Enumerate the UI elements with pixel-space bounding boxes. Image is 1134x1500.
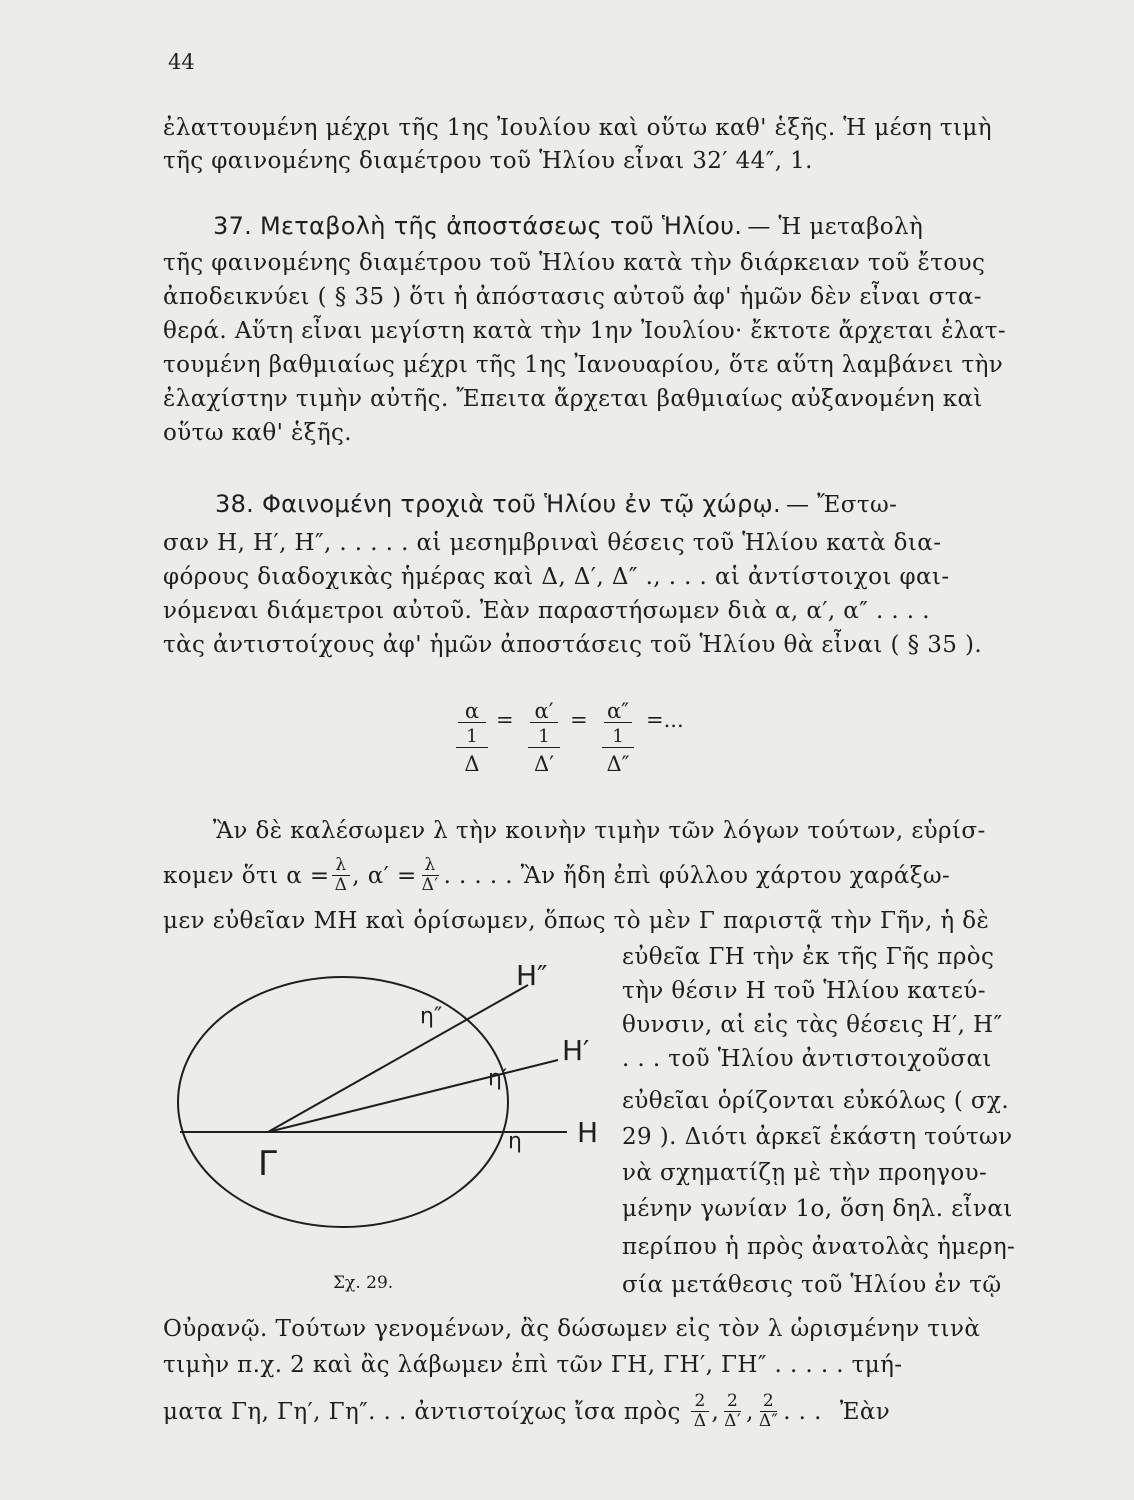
text-line: τῆς φαινομένης διαμέτρου τοῦ Ἡλίου κατὰ τὴν διάρκειαν τοῦ ἔτους — [163, 250, 986, 276]
two-over-delta-prime: $\frac{2}{\Delta'}$ — [724, 1391, 742, 1431]
text-line: Οὐρανῷ. Τούτων γενομένων, ἂς δώσωμεν εἰς τὸν λ ὡρισμένην τινὰ — [163, 1316, 981, 1342]
text-line: ἀποδεικνύει ( § 35 ) ὅτι ἡ ἀπόστασις αὐτοῦ ἀφ' ἡμῶν δὲν εἶναι στα- — [163, 284, 982, 310]
equals-sign: = — [496, 708, 514, 732]
equation-fraction: α 1 Δ — [456, 700, 488, 774]
text-line: τουμένη βαθμιαίως μέχρι τῆς 1ης Ἰανουαρίου, ὅτε αὕτη λαμβάνει τὴν — [163, 352, 1004, 378]
text-line: τὰς ἀντιστοίχους ἀφ' ἡμῶν ἀποστάσεις τοῦ Ἡλίου θὰ εἶναι ( § 35 ). — [163, 632, 983, 658]
section-37-heading-rest: — Ἡ μεταβολὴ — [747, 214, 924, 240]
text-line: θερά. Αὕτη εἶναι μεγίστη κατὰ τὴν 1ην Ἰουλίου· ἔκτοτε ἄρχεται ἐλατ- — [163, 318, 1007, 344]
text-line: τιμὴν π.χ. 2 καὶ ἂς λάβωμεν ἐπὶ τῶν ΓΗ, ΓΗ′, ΓΗ″ . . . . . τμή- — [163, 1352, 903, 1378]
section-38-heading: 38. Φαινομένη τροχιὰ τοῦ Ἡλίου ἐν τῷ χώρῳ. — [215, 490, 781, 518]
text-line: οὕτω καθ' ἑξῆς. — [163, 420, 352, 446]
equation-fraction: α′ 1 Δ′ — [528, 700, 560, 774]
text-line: φόρους διαδοχικὰς ἡμέρας καὶ Δ, Δ′, Δ″ ., . . . αἱ ἀντίστοιχοι φαι- — [163, 564, 950, 590]
text-line-with-fractions: κομεν ὅτι α = $\frac{\lambda}{\Delta}$ , α′ = $\frac{\lambda}{\Delta'}$ . . . . . Ἂν ἤδη ἐπὶ φύλλου χάρτου χαράξω- — [163, 855, 951, 895]
text-line: Ἂν δὲ καλέσωμεν λ τὴν κοινὴν τιμὴν τῶν λόγων τούτων, εὑρίσ- — [213, 818, 986, 844]
side-text-line: . . . τοῦ Ἡλίου ἀντιστοιχοῦσαι — [622, 1046, 992, 1072]
side-text-line: νὰ σχηματίζῃ μὲ τὴν προηγου- — [622, 1160, 988, 1186]
lambda-over-delta-prime: $\frac{\lambda}{\Delta'}$ — [421, 855, 439, 895]
figure-29-diagram — [170, 945, 620, 1275]
label-h2: η″ — [420, 1004, 443, 1029]
side-text-line: εὐθεῖα ΓΗ τὴν ἐκ τῆς Γῆς πρὸς — [622, 944, 995, 970]
two-over-delta-double-prime: $\frac{2}{\Delta''}$ — [758, 1391, 779, 1431]
text-line: σαν Η, Η′, Η″, . . . . . αἱ μεσημβριναὶ θέσεις τοῦ Ἡλίου κατὰ δια- — [163, 530, 942, 556]
section-37-heading: 37. Μεταβολὴ τῆς ἀποστάσεως τοῦ Ἡλίου. — [213, 212, 743, 240]
label-h: η — [508, 1129, 522, 1154]
figure-caption: Σχ. 29. — [333, 1273, 394, 1293]
text-line: ἐλαττουμένη μέχρι τῆς 1ης Ἰουλίου καὶ οὕτω καθ' ἑξῆς. Ἡ μέση τιμὴ — [163, 115, 992, 141]
text-line: νόμεναι διάμετροι αὐτοῦ. Ἐὰν παραστήσωμεν διὰ α, α′, α″ . . . . — [163, 598, 930, 624]
text-line: ἐλαχίστην τιμὴν αὐτῆς. Ἔπειτα ἄρχεται βαθμιαίως αὐξανομένη καὶ — [163, 386, 983, 412]
orbit-ellipse — [178, 977, 508, 1227]
text-line: τῆς φαινομένης διαμέτρου τοῦ Ἡλίου εἶναι 32′ 44″, 1. — [163, 148, 813, 174]
page-number: 44 — [168, 50, 195, 74]
side-text-line: σία μετάθεσις τοῦ Ἡλίου ἐν τῷ — [622, 1272, 1002, 1298]
side-text-line: θυνσιν, αἱ εἰς τὰς θέσεις Η′, Η″ — [622, 1012, 1003, 1038]
side-text-line: περίπου ἡ πρὸς ἀνατολὰς ἡμερη- — [622, 1234, 1016, 1260]
label-h1: η′ — [488, 1066, 507, 1091]
side-text-line: μένην γωνίαν 1ο, ὅση δηλ. εἶναι — [622, 1196, 1013, 1222]
label-H2: Η″ — [516, 959, 548, 992]
side-text-line: 29 ). Διότι ἀρκεῖ ἑκάστη τούτων — [622, 1124, 1013, 1150]
line-GH2 — [268, 985, 528, 1132]
line-GH1 — [268, 1060, 558, 1132]
equals-sign: = — [570, 708, 588, 732]
label-H1: Η′ — [562, 1034, 590, 1067]
text-line-with-fractions: ματα Γη, Γη′, Γη″. . . ἀντιστοίχως ἴσα πρὸς $\frac{2}{\Delta}$ , $\frac{2}{\Delta'}$ , $\frac{2}{\Delta''}$ . . . Ἐὰν — [163, 1391, 891, 1431]
text-line: μεν εὐθεῖαν ΜΗ καὶ ὁρίσωμεν, ὅπως τὸ μὲν Γ παριστᾷ τὴν Γῆν, ἡ δὲ — [163, 908, 990, 934]
side-text-line: εὐθεῖαι ὁρίζονται εὐκόλως ( σχ. — [622, 1088, 1010, 1114]
side-text-line: τὴν θέσιν Η τοῦ Ἡλίου κατεύ- — [622, 978, 986, 1004]
two-over-delta: $\frac{2}{\Delta}$ — [691, 1392, 710, 1431]
lambda-over-delta: $\frac{\lambda}{\Delta}$ — [332, 856, 351, 895]
ratio-equation — [456, 700, 756, 790]
label-G: Γ — [258, 1144, 277, 1184]
equation-fraction: α″ 1 Δ″ — [602, 700, 634, 774]
label-H: Η — [577, 1116, 599, 1149]
section-38-heading-line — [215, 490, 897, 518]
section-37-heading-line — [213, 212, 923, 240]
equation-tail: =... — [646, 708, 684, 732]
section-38-heading-rest: — Ἔστω- — [786, 492, 898, 518]
